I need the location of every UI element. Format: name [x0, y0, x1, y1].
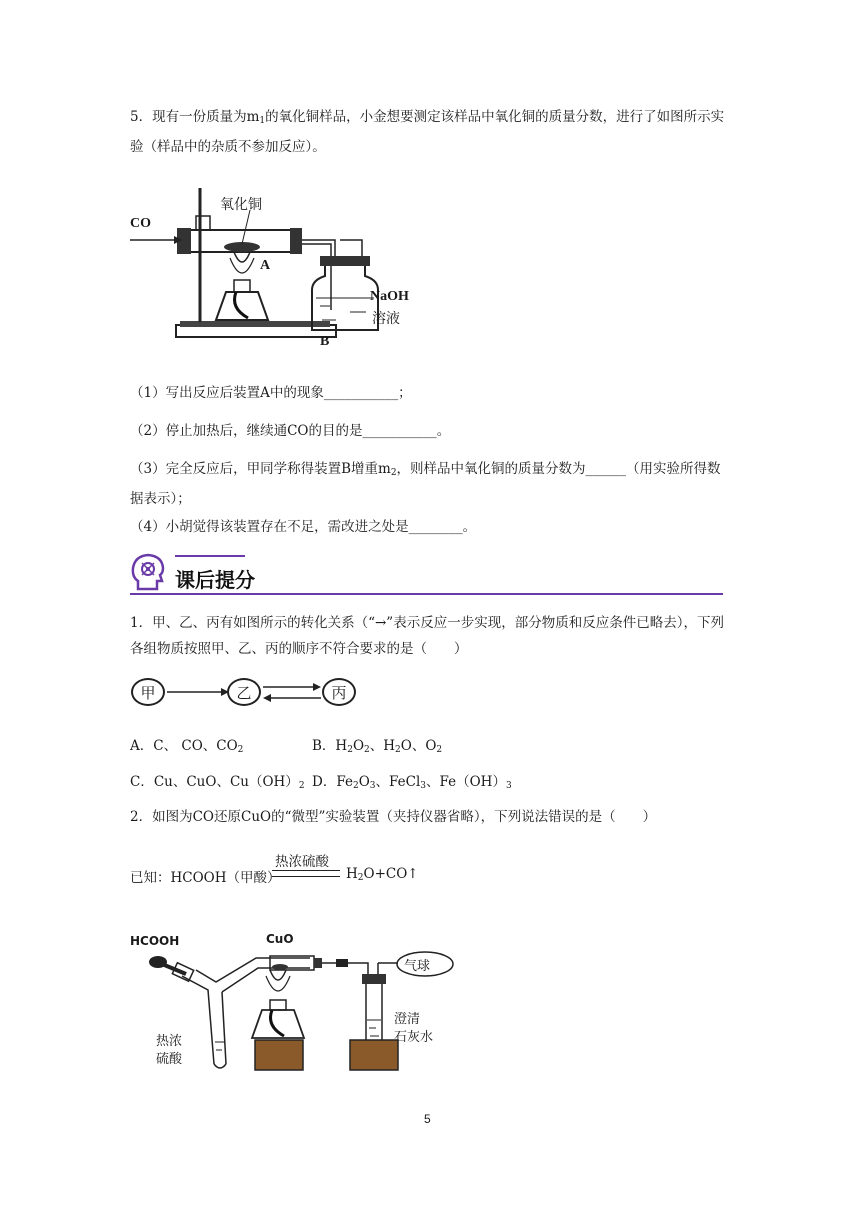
q1-stem: 1．甲、乙、丙有如图所示的转化关系（“→”表示反应一步实现，部分物质和反应条件已略去），下列各组物质按照甲、乙、丙的顺序不符合要求的是（ ）: [130, 615, 724, 657]
q2-equals-sign: [272, 870, 340, 877]
option-c[interactable]: C．Cu、CuO、$Cu(OH)_2$: [130, 774, 305, 791]
section-header-rule: [130, 593, 723, 595]
q2-stem: 2．如图为CO还原CuO的“微型”实验装置（夹持仪器省略），下列说法错误的是（ ）: [130, 809, 657, 825]
option-d[interactable]: D．$Fe_2O_3$、FeCl$_3$、$Fe(OH)_3$: [312, 774, 512, 791]
option-b[interactable]: B．$H_2O_2$、$H_2O$、$O_2$: [312, 738, 443, 755]
q2-label-lime-2: 石灰水: [394, 1030, 434, 1045]
page-number: 5: [424, 1112, 431, 1126]
q5-label-cuo: 氧化铜: [220, 197, 262, 213]
node-yi: 乙: [227, 678, 261, 706]
q2-label-lime-1: 澄清: [394, 1012, 421, 1027]
q5-sub-question-2: （2）停止加热后，继续通CO的目的是___________。: [130, 423, 451, 439]
q5-label-co: CO: [130, 216, 151, 231]
q2-known-prefix: 已知：HCOOH（甲酸）: [130, 870, 281, 886]
section-title: 课后提分: [175, 568, 255, 592]
q2-label-acid-2: 硫酸: [156, 1052, 183, 1067]
q5-sub-question-1: （1）写出反应后装置A中的现象___________；: [130, 385, 412, 401]
option-a[interactable]: A．C、 CO、$CO_2$: [130, 738, 244, 755]
brain-icon: [130, 553, 166, 593]
q5-label-b: B: [320, 334, 330, 349]
q2-label-cuo: CuO: [266, 932, 294, 946]
q5-label-solution: 溶液: [372, 311, 400, 327]
q5-sub-question-3: （3）完全反应后，甲同学称得装置B增重$m_2$，则样品中氧化铜的质量分数为______（用实验所得数据表示）；: [130, 461, 721, 507]
q2-label-balloon: 气球: [404, 959, 431, 974]
q5-label-naoh: NaOH: [370, 289, 409, 304]
section-header-top-line: [175, 555, 245, 557]
q2-label-acid-1: 热浓: [156, 1034, 183, 1049]
q1-arrows: [165, 680, 325, 704]
q2-known-products: $H_2O+CO↑$: [346, 866, 419, 883]
q2-label-hcooh: HCOOH: [130, 934, 180, 948]
q5-label-a: A: [260, 258, 271, 273]
q5-stem: 5．现有一份质量为$m_1$的氧化铜样品，小金想要测定该样品中氧化铜的质量分数，进行了如图所示实验（样品中的杂质不参加反应）。: [130, 109, 725, 155]
node-jia: 甲: [131, 678, 165, 706]
q5-sub-question-4: （4）小胡觉得该装置存在不足，需改进之处是________。: [130, 519, 477, 535]
q2-reaction-condition: 热浓硫酸: [275, 854, 329, 870]
node-bing: 丙: [322, 678, 356, 706]
